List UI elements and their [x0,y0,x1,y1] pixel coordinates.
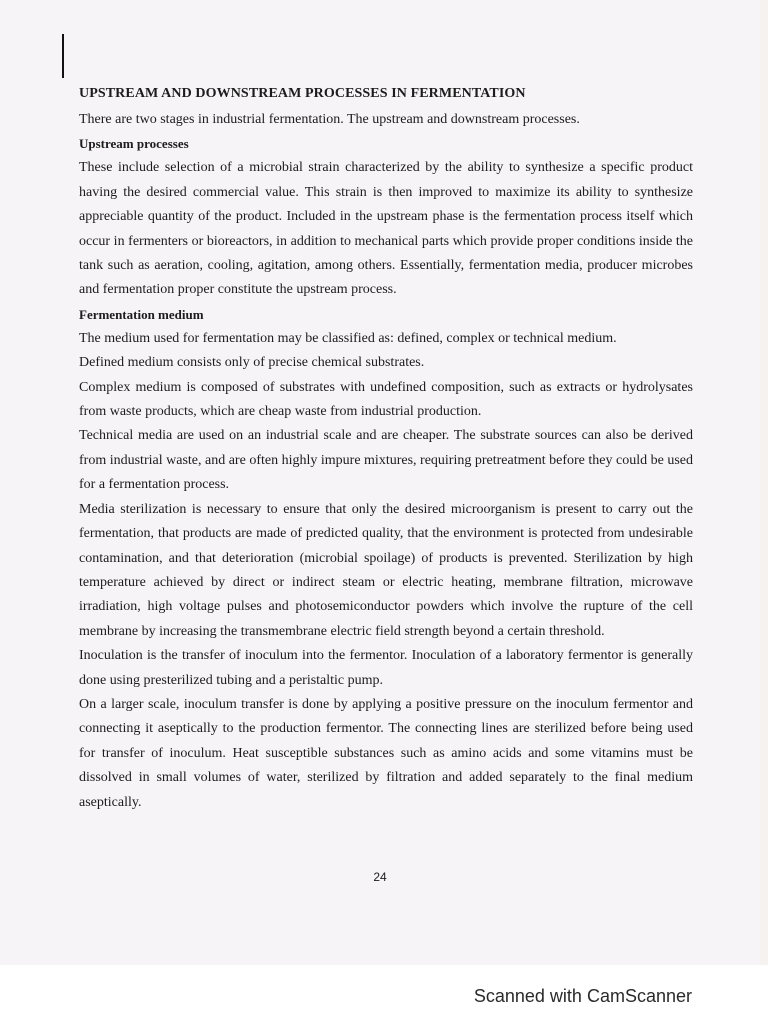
margin-pen-mark [62,34,64,78]
document-body [79,86,693,815]
document-title: UPSTREAM AND DOWNSTREAM PROCESSES IN FERMENTATION [79,86,526,101]
section-heading-fermentation-medium: Fermentation medium [79,306,204,322]
technical-media-paragraph: Technical media are used on an industrial scale and are cheaper. The substrate sources can also be derived from industrial waste, and are often highly impure mixtures, requiring pretreatment before they could be used for a fermentation process. [79,428,693,493]
upstream-paragraph: These include selection of a microbial strain characterized by the ability to synthesize a specific product having the desired commercial value. This strain is then improved to maximize its ability to synthesize appreciable quantity of the product. Included in the upstream phase is the fermentation process itself which occur in fermenters or bioreactors, in addition to mechanical parts which provide proper conditions inside the tank such as aeration, cooling, agitation, among others. Essentially, fermentation media, producer microbes and fermentation proper constitute the upstream process. [79,160,693,298]
scanner-watermark: Scanned with CamScanner [473,986,692,1006]
intro-paragraph: There are two stages in industrial fermentation. The upstream and downstream processes. [79,112,580,127]
defined-medium-paragraph: Defined medium consists only of precise chemical substrates. [79,355,425,371]
scan-edge-shadow [760,0,768,965]
medium-classification-paragraph: The medium used for fermentation may be classified as: defined, complex or technical medium. [79,330,617,346]
section-heading-upstream: Upstream processes [79,136,189,152]
complex-medium-paragraph: Complex medium is composed of substrates with undefined composition, such as extracts or hydrolysates from waste products, which are cheap waste from industrial production. [79,379,693,420]
media-sterilization-paragraph: Media sterilization is necessary to ensure that only the desired microorganism is present to carry out the fermentation, that products are made of predicted quality, that the environment is protected from undesirable contamination, and that deterioration (microbial spoilage) of products is prevented. Sterilization by high temperature achieved by direct or indirect steam or electric heating, membrane filtration, microwave irradiation, high voltage pulses and photosemiconductor powders which involve the rupture of the cell membrane by increasing the transmembrane electric field strength beyond a certain threshold. [79,501,693,639]
page-number: 24 [373,870,387,884]
inoculation-paragraph: Inoculation is the transfer of inoculum into the fermentor. Inoculation of a laboratory fermentor is generally done using presterilized tubing and a peristaltic pump. [79,648,693,688]
large-scale-inoculation-paragraph: On a larger scale, inoculum transfer is done by applying a positive pressure on the inoculum fermentor and connecting it aseptically to the production fermentor. The connecting lines are sterilized before being used for transfer of inoculum. Heat susceptible substances such as amino acids and some vitamins must be dissolved in small volumes of water, sterilized by filtration and added separately to the final medium aseptically. [79,696,693,810]
